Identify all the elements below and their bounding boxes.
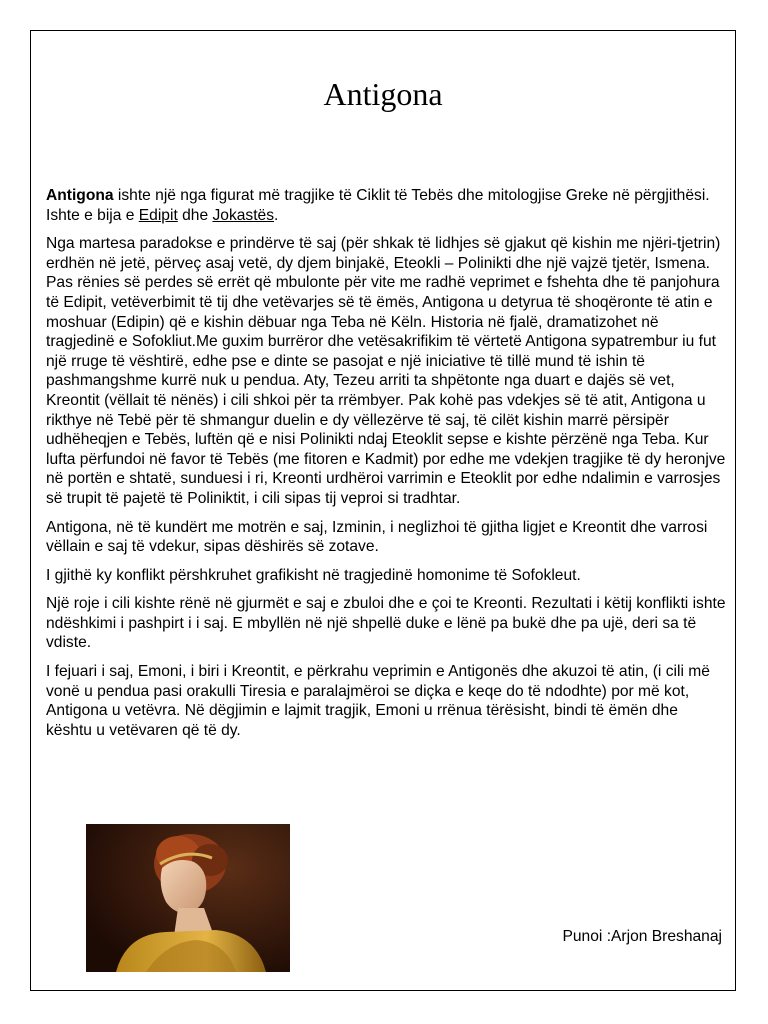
intro-text-b: dhe xyxy=(177,206,213,224)
paragraph-conflict: I gjithë ky konflikt përshkruhet grafikisht në tragjedinë homonime të Sofokleut. xyxy=(46,566,581,584)
paragraph-intro xyxy=(46,186,726,225)
paragraph-emon: I fejuari i saj, Emoni, i biri i Kreontit, e përkrahu veprimin e Antigonës dhe akuzoi të atin, (i cili më vonë u pendua pasi orakulli Tiresia e paralajmëroi se diçka e keqe do të ndodhte) por më kot, Antigona u vetëvra. Në dëgjimin e lajmit tragjik, Emoni u rrënua tërësisht, bindi të ëmën dhe kështu u vetëvaren që të dy. xyxy=(46,663,710,739)
link-jokastes[interactable]: Jokastës xyxy=(212,206,275,224)
author-credit: Punoi :Arjon Breshanaj xyxy=(562,928,722,945)
link-edipit[interactable]: Edipit xyxy=(138,206,178,224)
intro-text-a: ishte një nga figurat më tragjike të Ciklit të Tebës dhe mitologjise Greke në përgjithësi. Ishte e bija e xyxy=(46,187,710,224)
paragraph-burial: Antigona, në të kundërt me motrën e saj, Izminin, i neglizhoi të gjitha ligjet e Kreontit dhe varrosi vëllain e saj të vdekur, sipas dëshirës së zotave. xyxy=(46,518,708,556)
antigone-portrait-image xyxy=(86,824,290,972)
paragraph-history: Nga martesa paradokse e prindërve të saj (për shkak të lidhjes së gjakut që kishin me njëri-tjetrin) erdhën në jetë, përveç asaj vetë, dy djem binjakë, Eteokli – Polinikti dhe një vajzë tjetër, Ismena. Pas rënies së perdes së errët që mbulonte për vite me radhë veprimet e fshehta dhe të panjohura të Edipit, vetëverbimit të tij dhe vetëvarjes së të ëmës, Antigona u detyrua të shoqëronte të atin e moshuar (Edipin) që e kishin dëbuar nga Teba në Këln. Historia në fjalë, dramatizohet në tragjedinë e Sofokliut.Me guxim burrëror dhe vetësakrifikim të vërtetë Antigona sypatrembur iu fut një rruge të vështirë, edhe pse e dinte se pasojat e një iniciative të tillë mund të ishin të pashmangshme kurrë nuk u pendua. Aty, Tezeu arriti ta shpëtonte nga duart e dajës së vet, Kreontit (vëllait të nënës) i cili shkoi për ta rrëmbyer. Pak kohë pas vdekjes së të atit, Antigona u rikthye në Tebë për të shmangur duelin e dy vëllezërve të saj, të cilët kishin marrë përsipër udhëheqjen e Tebës, luftën që e nisi Polinikti ndaj Eteoklit sepse e kishte përzënë nga Teba. Kur lufta përfundoi në favor të Tebës (me fitoren e Kadmit) por edhe me vdekjen tragjike të dy heronjve në portën e shtatë, sunduesi i ri, Kreonti urdhëroi varrimin e Eteoklit por edhe ndalimin e varrosjes së trupit të pajetë të Poliniktit, i cili sipas tij veproi si tradhtar. xyxy=(46,235,726,507)
subject-name: Antigona xyxy=(46,187,114,204)
paragraph-guard: Një roje i cili kishte rënë në gjurmët e saj e zbuloi dhe e çoi te Kreonti. Rezultati i këtij konflikti ishte ndëshkimi i pashpirt i i saj. E mbyllën në një shpellë duke e lënë pa bukë dhe pa ujë, deri sa të vdiste. xyxy=(46,595,726,652)
intro-text-c: . xyxy=(274,206,279,224)
document-title: Antigona xyxy=(323,76,443,112)
document-body xyxy=(46,186,726,749)
portrait-illustration xyxy=(86,824,290,972)
